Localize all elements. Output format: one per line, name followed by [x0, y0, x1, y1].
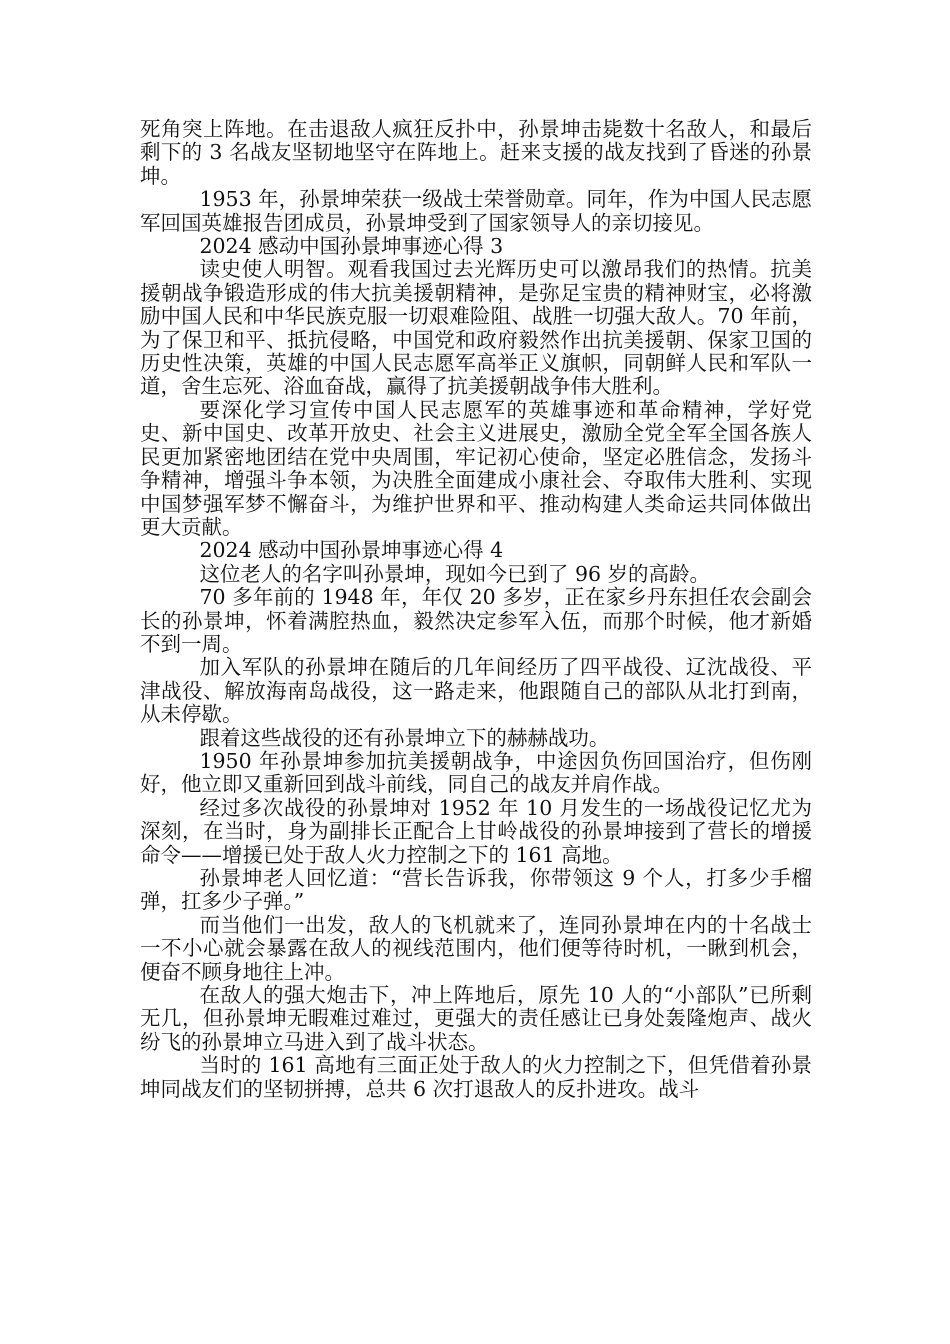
- paragraph: 死角突上阵地。在击退敌人疯狂反扑中，孙景坤击毙数十名敌人，和最后剩下的 3 名战友坚韧地坚守在阵地上。赶来支援的战友找到了昏迷的孙景坤。: [140, 117, 812, 188]
- section-heading: 2024 感动中国孙景坤事迹心得 3: [199, 234, 504, 259]
- paragraph: 经过多次战役的孙景坤对 1952 年 10 月发生的一场战役记忆尤为深刻，在当时，身为副排长正配合上甘岭战役的孙景坤接到了营长的增援命令——增援已处于敌人火力控制之下的 161 高地。: [140, 795, 812, 867]
- paragraph: 这位老人的名字叫孙景坤，现如今已到了 96 岁的高龄。: [199, 561, 711, 586]
- paragraph: 孙景坤老人回忆道：“营长告诉我，你带领这 9 个人，打多少手榴弹，扛多少子弹。”: [140, 866, 812, 914]
- paragraph: 跟着这些战役的还有孙景坤立下的赫赫战功。: [199, 725, 610, 750]
- paragraph: 70 多年前的 1948 年，年仅 20 多岁，正在家乡丹东担任农会副会长的孙景坤，怀着满腔热血，毅然决定参军入伍，而那个时候，他才新婚不到一周。: [140, 585, 812, 656]
- paragraph: 在敌人的强大炮击下，冲上阵地后，原先 10 人的“小部队”已所剩无几，但孙景坤无暇难过难过，更强大的责任感让已身处轰隆炮声、战火纷飞的孙景坤立马进入到了战斗状态。: [140, 983, 812, 1054]
- document-body: [140, 118, 812, 1101]
- section-heading: 2024 感动中国孙景坤事迹心得 4: [199, 538, 504, 563]
- paragraph: 1950 年孙景坤参加抗美援朝战争，中途因负伤回国治疗，但伤刚好，他立即又重新回到战斗前线，同自己的战友并肩作战。: [140, 748, 812, 797]
- paragraph: 而当他们一出发，敌人的飞机就来了，连同孙景坤在内的十名战士一不小心就会暴露在敌人的视线范围内，他们便等待时机，一瞅到机会，便奋不顾身地往上冲。: [140, 912, 812, 984]
- paragraph: 要深化学习宣传中国人民志愿军的英雄事迹和革命精神，学好党史、新中国史、改革开放史、社会主义进展史，激励全党全军全国各族人民更加紧密地团结在党中央周围，牢记初心使命，坚定必胜信念，发扬斗争精神，增强斗争本领，为决胜全面建成小康社会、夺取伟大胜利、实现中国梦强军梦不懈奋斗，为维护世界和平、推动构建人类命运共同体做出更大贡献。: [140, 397, 812, 539]
- paragraph: 当时的 161 高地有三面正处于敌人的火力控制之下，但凭借着孙景坤同战友们的坚韧拼搏，总共 6 次打退敌人的反扑进攻。战斗: [140, 1053, 812, 1101]
- paragraph: 加入军队的孙景坤在随后的几年间经历了四平战役、辽沈战役、平津战役、解放海南岛战役，这一路走来，他跟随自己的部队从北打到南，从未停歇。: [140, 655, 812, 727]
- paragraph: 1953 年，孙景坤荣获一级战士荣誉勋章。同年，作为中国人民志愿军回国英雄报告团成员，孙景坤受到了国家领导人的亲切接见。: [140, 187, 812, 235]
- paragraph: 读史使人明智。观看我国过去光辉历史可以激昂我们的热情。抗美援朝战争锻造形成的伟大抗美援朝精神，是弥足宝贵的精神财宝，必将激励中国人民和中华民族克服一切艰难险阻、战胜一切强大敌人。70 年前，为了保卫和平、抵抗侵略，中国党和政府毅然作出抗美援朝、保家卫国的历史性决策，英雄的中国人民志愿军高举正义旗帜，同朝鲜人民和军队一道，舍生忘死、浴血奋战，赢得了抗美援朝战争伟大胜利。: [140, 257, 812, 399]
